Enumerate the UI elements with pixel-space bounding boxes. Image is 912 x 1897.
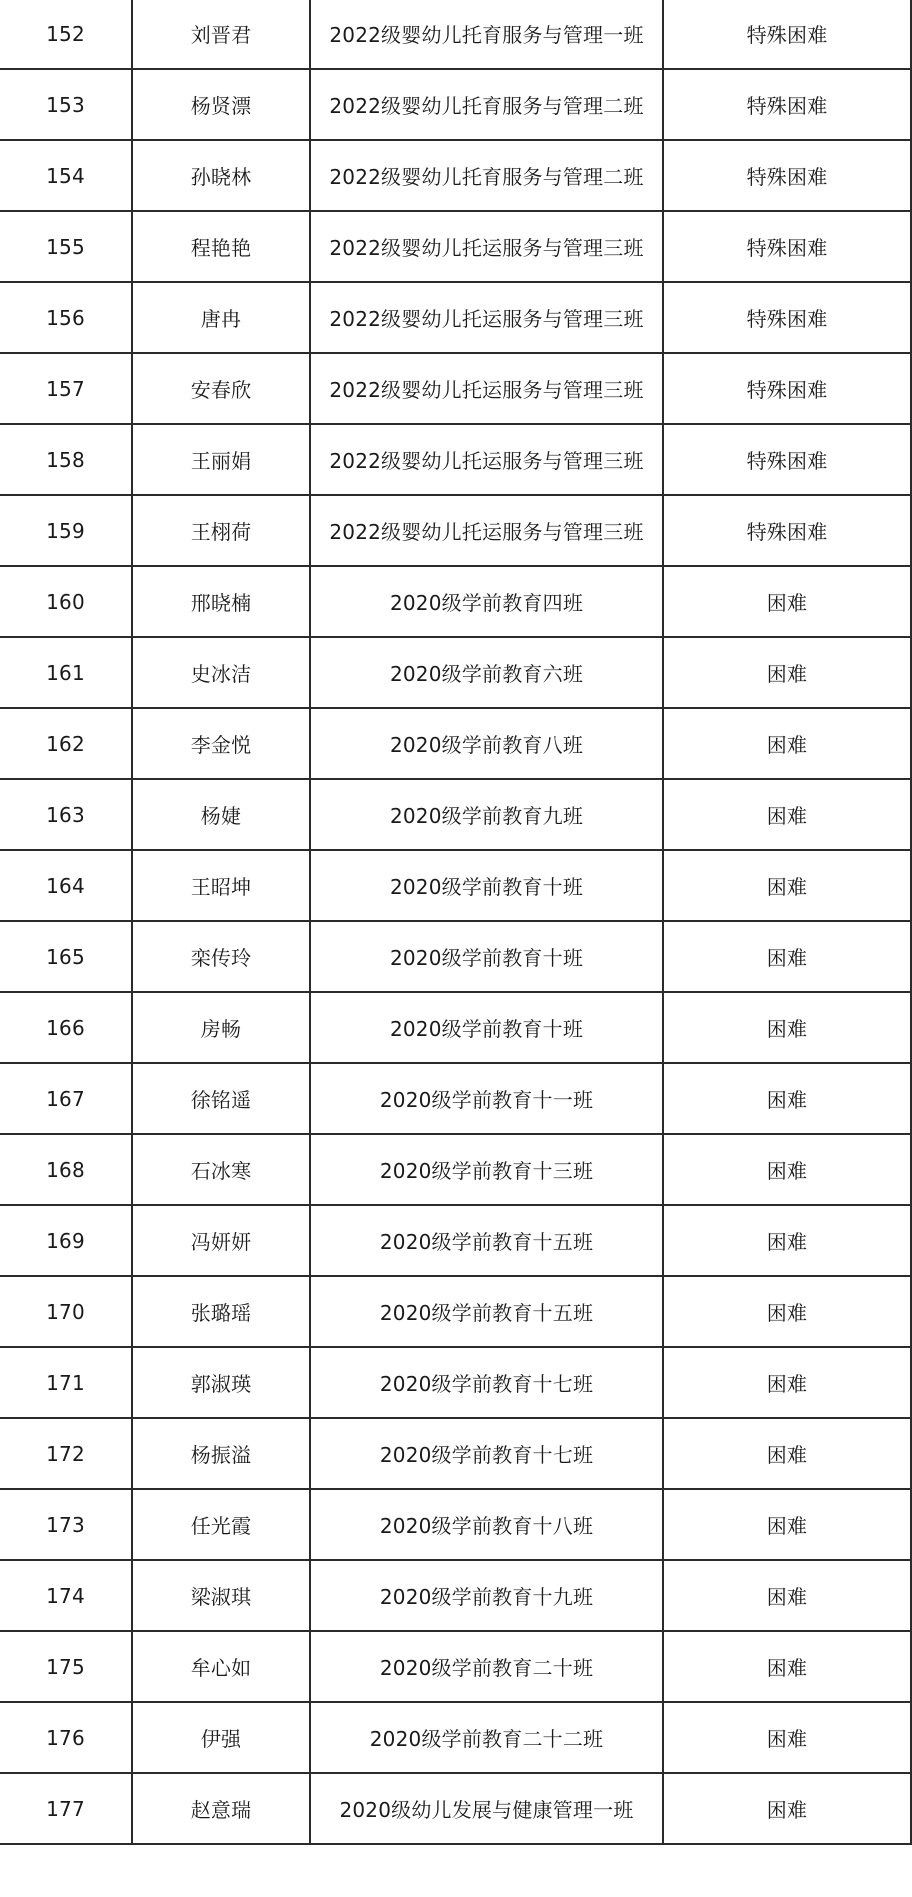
class-name: 2020级学前教育十班 <box>310 850 663 921</box>
row-number: 164 <box>0 850 132 921</box>
row-number: 173 <box>0 1489 132 1560</box>
difficulty-level: 困难 <box>663 850 911 921</box>
difficulty-level: 困难 <box>663 1631 911 1702</box>
difficulty-level: 特殊困难 <box>663 282 911 353</box>
student-name: 刘晋君 <box>132 0 310 69</box>
difficulty-level: 困难 <box>663 1276 911 1347</box>
student-name: 王昭坤 <box>132 850 310 921</box>
table-row <box>0 211 911 282</box>
table-row <box>0 637 911 708</box>
table-row <box>0 282 911 353</box>
class-name: 2022级婴幼儿托运服务与管理三班 <box>310 282 663 353</box>
student-name: 史冰洁 <box>132 637 310 708</box>
row-number: 155 <box>0 211 132 282</box>
table-row <box>0 1347 911 1418</box>
row-number: 171 <box>0 1347 132 1418</box>
class-name: 2022级婴幼儿托运服务与管理三班 <box>310 424 663 495</box>
row-number: 153 <box>0 69 132 140</box>
student-name: 梁淑琪 <box>132 1560 310 1631</box>
difficulty-level: 困难 <box>663 1063 911 1134</box>
student-name: 程艳艳 <box>132 211 310 282</box>
difficulty-level: 困难 <box>663 779 911 850</box>
class-name: 2022级婴幼儿托育服务与管理二班 <box>310 140 663 211</box>
student-name: 王栩荷 <box>132 495 310 566</box>
table-row <box>0 1063 911 1134</box>
student-name: 杨婕 <box>132 779 310 850</box>
table-row <box>0 495 911 566</box>
table-row <box>0 1702 911 1773</box>
table-row <box>0 779 911 850</box>
student-name: 房畅 <box>132 992 310 1063</box>
student-name: 伊强 <box>132 1702 310 1773</box>
class-name: 2022级婴幼儿托运服务与管理三班 <box>310 211 663 282</box>
class-name: 2022级婴幼儿托运服务与管理三班 <box>310 353 663 424</box>
difficulty-level: 困难 <box>663 1418 911 1489</box>
student-name: 李金悦 <box>132 708 310 779</box>
row-number: 152 <box>0 0 132 69</box>
difficulty-level: 困难 <box>663 1489 911 1560</box>
difficulty-level: 特殊困难 <box>663 140 911 211</box>
table-row <box>0 1205 911 1276</box>
student-name: 牟心如 <box>132 1631 310 1702</box>
difficulty-level: 特殊困难 <box>663 495 911 566</box>
student-name: 杨贤漂 <box>132 69 310 140</box>
row-number: 163 <box>0 779 132 850</box>
difficulty-level: 困难 <box>663 1134 911 1205</box>
class-name: 2020级学前教育十九班 <box>310 1560 663 1631</box>
difficulty-level: 困难 <box>663 566 911 637</box>
table-row <box>0 992 911 1063</box>
difficulty-level: 特殊困难 <box>663 69 911 140</box>
table-row <box>0 708 911 779</box>
student-name: 唐冉 <box>132 282 310 353</box>
class-name: 2020级学前教育二十二班 <box>310 1702 663 1773</box>
row-number: 176 <box>0 1702 132 1773</box>
class-name: 2020级学前教育十五班 <box>310 1276 663 1347</box>
table-row <box>0 69 911 140</box>
class-name: 2020级学前教育八班 <box>310 708 663 779</box>
difficulty-level: 特殊困难 <box>663 424 911 495</box>
row-number: 169 <box>0 1205 132 1276</box>
class-name: 2020级学前教育十五班 <box>310 1205 663 1276</box>
class-name: 2022级婴幼儿托运服务与管理三班 <box>310 495 663 566</box>
class-name: 2020级学前教育六班 <box>310 637 663 708</box>
row-number: 165 <box>0 921 132 992</box>
class-name: 2020级学前教育十班 <box>310 992 663 1063</box>
class-name: 2020级幼儿发展与健康管理一班 <box>310 1773 663 1844</box>
row-number: 157 <box>0 353 132 424</box>
table-row <box>0 1631 911 1702</box>
student-name: 冯妍妍 <box>132 1205 310 1276</box>
difficulty-level: 困难 <box>663 992 911 1063</box>
difficulty-level: 困难 <box>663 921 911 992</box>
table-row <box>0 1276 911 1347</box>
student-name: 王丽娟 <box>132 424 310 495</box>
difficulty-level: 困难 <box>663 1205 911 1276</box>
class-name: 2022级婴幼儿托育服务与管理二班 <box>310 69 663 140</box>
row-number: 158 <box>0 424 132 495</box>
table-row <box>0 850 911 921</box>
student-name: 张璐瑶 <box>132 1276 310 1347</box>
class-name: 2020级学前教育十八班 <box>310 1489 663 1560</box>
student-name: 杨振溢 <box>132 1418 310 1489</box>
class-name: 2020级学前教育十七班 <box>310 1347 663 1418</box>
difficulty-level: 困难 <box>663 1347 911 1418</box>
row-number: 172 <box>0 1418 132 1489</box>
difficulty-level: 特殊困难 <box>663 0 911 69</box>
class-name: 2020级学前教育十三班 <box>310 1134 663 1205</box>
table-row <box>0 1560 911 1631</box>
table-row <box>0 1773 911 1844</box>
table-row <box>0 0 911 69</box>
table-row <box>0 1134 911 1205</box>
row-number: 159 <box>0 495 132 566</box>
student-name: 邢晓楠 <box>132 566 310 637</box>
row-number: 170 <box>0 1276 132 1347</box>
table-row <box>0 424 911 495</box>
row-number: 177 <box>0 1773 132 1844</box>
table-row <box>0 140 911 211</box>
difficulty-level: 特殊困难 <box>663 353 911 424</box>
row-number: 156 <box>0 282 132 353</box>
row-number: 167 <box>0 1063 132 1134</box>
difficulty-level: 困难 <box>663 708 911 779</box>
student-name: 赵意瑞 <box>132 1773 310 1844</box>
table-row <box>0 1418 911 1489</box>
row-number: 162 <box>0 708 132 779</box>
class-name: 2020级学前教育九班 <box>310 779 663 850</box>
student-name: 任光霞 <box>132 1489 310 1560</box>
row-number: 168 <box>0 1134 132 1205</box>
student-name: 郭淑瑛 <box>132 1347 310 1418</box>
difficulty-level: 困难 <box>663 1702 911 1773</box>
class-name: 2020级学前教育十一班 <box>310 1063 663 1134</box>
row-number: 174 <box>0 1560 132 1631</box>
student-name: 孙晓林 <box>132 140 310 211</box>
row-number: 166 <box>0 992 132 1063</box>
difficulty-level: 困难 <box>663 1773 911 1844</box>
row-number: 161 <box>0 637 132 708</box>
student-name: 石冰寒 <box>132 1134 310 1205</box>
class-name: 2020级学前教育四班 <box>310 566 663 637</box>
row-number: 154 <box>0 140 132 211</box>
class-name: 2022级婴幼儿托育服务与管理一班 <box>310 0 663 69</box>
class-name: 2020级学前教育十班 <box>310 921 663 992</box>
class-name: 2020级学前教育十七班 <box>310 1418 663 1489</box>
row-number: 175 <box>0 1631 132 1702</box>
difficulty-level: 困难 <box>663 1560 911 1631</box>
student-name: 徐铭遥 <box>132 1063 310 1134</box>
table-row <box>0 353 911 424</box>
difficulty-level: 困难 <box>663 637 911 708</box>
student-name: 栾传玲 <box>132 921 310 992</box>
row-number: 160 <box>0 566 132 637</box>
table-row <box>0 566 911 637</box>
student-name: 安春欣 <box>132 353 310 424</box>
table-row <box>0 921 911 992</box>
difficulty-level: 特殊困难 <box>663 211 911 282</box>
table-row <box>0 1489 911 1560</box>
class-name: 2020级学前教育二十班 <box>310 1631 663 1702</box>
